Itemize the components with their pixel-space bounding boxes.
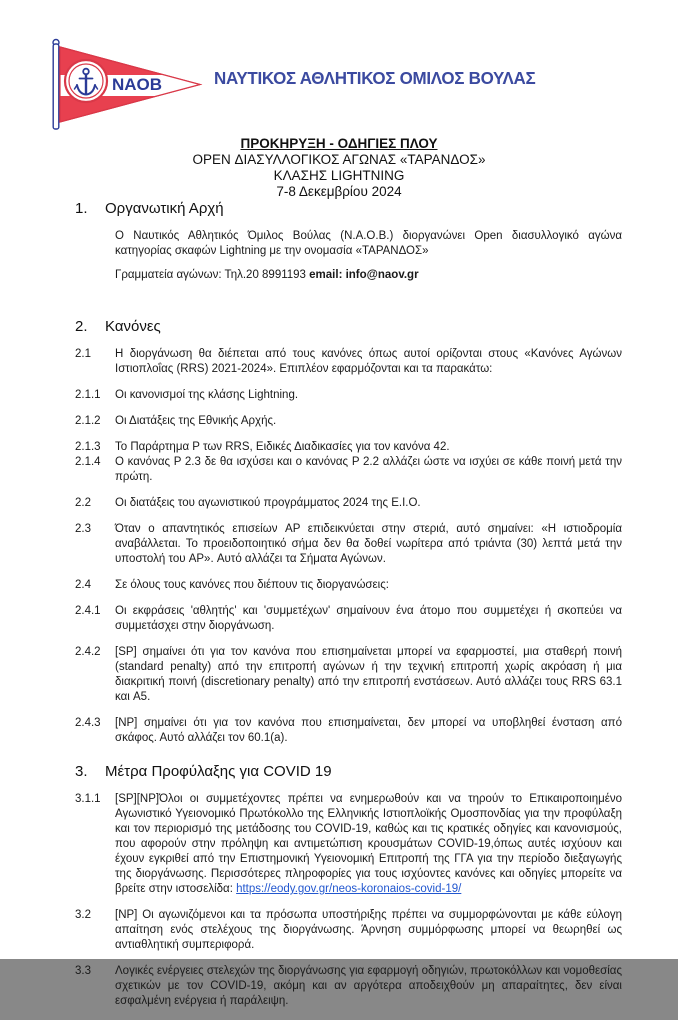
clause-text: [115, 792, 622, 897]
section-number: 3.: [75, 763, 88, 780]
clause-text: Το Παράρτημα P των RRS, Ειδικές Διαδικασίες για τον κανόνα 42.: [115, 441, 450, 453]
club-logo-pennant-icon: [48, 38, 208, 133]
clause-number: 3.3: [75, 965, 91, 977]
clause-number: 2.4.2: [75, 646, 101, 658]
clause-number: 2.1.3: [75, 441, 101, 453]
clause-2-4-3: [0, 716, 678, 746]
clause-2-2: [0, 496, 678, 511]
clause-text: Οι κανονισμοί της κλάσης Lightning.: [115, 389, 299, 401]
clause-2-1-3: [0, 440, 678, 455]
section-1-heading: [0, 200, 678, 218]
clause-text: Σε όλους τους κανόνες που διέπουν τις διοργανώσεις:: [115, 579, 389, 591]
class-name: ΚΛΑΣΗΣ LIGHTNING: [273, 168, 405, 183]
clause-text: Όταν ο απαντητικός επισείων AP επιδεικνύεται στην στεριά, αυτό σημαίνει: «Η ιστιοδρομία αναβάλλεται. Το προειδοποιητικό σήμα δεν θα δοθεί νωρίτερα από τριάντα (30) λεπτά μετά την υποστολή του AP». Αυτό αλλάζει τα Σήματα Αγώνων.: [115, 523, 622, 565]
clause-text: Οι εκφράσεις 'αθλητής' και 'συμμετέχων' σημαίνουν ένα άτομο που συμμετέχει ή σκοπεύει να συμμετάσχει στην διοργάνωση.: [115, 605, 622, 632]
clause-text: Λογικές ενέργειες στελεχών της διοργάνωσης για εφαρμογή οδηγιών, πρωτοκόλλων και νομοθεσίας σχετικών με τον COVID-19, ακόμη και αν αργότερα αποδειχθούν μη απαραίτητες, δεν είναι εσφαλμένη ενέργεια ή παράλειψη.: [115, 965, 622, 1007]
clause-2-1-4: [0, 455, 678, 485]
club-header: [0, 0, 678, 132]
clause-number: 2.4.1: [75, 605, 101, 617]
clause-number: 3.1.1: [75, 793, 101, 805]
clause-number: 2.2: [75, 497, 91, 509]
clause-number: 2.1: [75, 348, 91, 360]
clause-number: 2.3: [75, 523, 91, 535]
contact-text: Γραμματεία αγώνων: Τηλ.20 8991193: [115, 269, 310, 281]
section-title: Κανόνες: [105, 318, 161, 335]
clause-text: Οι Διατάξεις της Εθνικής Αρχής.: [115, 415, 277, 427]
covid-info-link[interactable]: https://eody.gov.gr/neos-koronaios-covid-19/: [236, 883, 462, 895]
event-date: 7-8 Δεκεμβρίου 2024: [276, 184, 402, 199]
clause-2-4-2: [0, 645, 678, 705]
clause-2-3: [0, 522, 678, 567]
title-block: [0, 136, 678, 200]
section-1-paragraph: Ο Ναυτικός Αθλητικός Όμιλος Βούλας (Ν.Α.Ο.Β.) διοργανώνει Open διασυλλογικό αγώνα κατηγορίας σκαφών Lightning με την ονομασία «ΤΑΡΑΝΔΟΣ»: [115, 230, 622, 257]
clause-number: 2.1.4: [75, 456, 101, 468]
document-body: [0, 200, 678, 1020]
clause-3-3: [0, 964, 678, 1009]
section-number: 2.: [75, 318, 88, 335]
clause-2-1: [0, 347, 678, 377]
clause-2-1-1: [0, 388, 678, 403]
section-number: 1.: [75, 200, 88, 217]
document-title: ΠΡΟΚΗΡΥΞΗ - ΟΔΗΓΙΕΣ ΠΛΟΥ: [240, 136, 438, 151]
clause-text: [SP] σημαίνει ότι για τον κανόνα που επισημαίνεται μπορεί να εφαρμοστεί, μια σταθερή ποινή (standard penalty) από την επιτροπή αγώνων ή την τεχνική επιτροπή χωρίς ακρόαση ή μια διακριτική ποινή (discretionary penalty) από την επιτροπή ενστάσεων. Αυτό αλλάζει τους RRS 63.1 και A5.: [115, 646, 622, 703]
logo-abbr-text: NAOB: [112, 75, 163, 94]
clause-number: 2.1.2: [75, 415, 101, 427]
clause-number: 2.4.3: [75, 717, 101, 729]
contact-email-text: email: info@naov.gr: [309, 269, 419, 281]
club-name-title: ΝΑΥΤΙΚΟΣ ΑΘΛΗΤΙΚΟΣ ΟΜΙΛΟΣ ΒΟΥΛΑΣ: [214, 68, 536, 88]
clause-number: 3.2: [75, 909, 91, 921]
clause-text: Οι διατάξεις του αγωνιστικού προγράμματος 2024 της Ε.Ι.Ο.: [115, 497, 421, 509]
clause-text: [NP] Οι αγωνιζόμενοι και τα πρόσωπα υποστήριξης πρέπει να συμμορφώνονται με κάθε εύλογη απαίτηση ενός στελέχους της διοργάνωσης. Άρνηση συμμόρφωσης μπορεί να θεωρηθεί ως αντιαθλητική συμπεριφορά.: [115, 909, 622, 951]
clause-3-2: [0, 908, 678, 953]
clause-2-4-1: [0, 604, 678, 634]
clause-number: 2.1.1: [75, 389, 101, 401]
secretariat-contact-line: [0, 268, 678, 283]
section-2-heading: [0, 318, 678, 336]
clause-3-1-1: [0, 792, 678, 897]
event-name: OPEN ΔΙΑΣΥΛΛΟΓΙΚΟΣ ΑΓΩΝΑΣ «ΤΑΡΑΝΔΟΣ»: [192, 152, 486, 167]
clause-text: Η διοργάνωση θα διέπεται από τους κανόνες όπως αυτοί ορίζονται στους «Κανόνες Αγώνων Ιστιοπλοΐας (RRS) 2021-2024». Επιπλέον εφαρμόζονται και τα παρακάτω:: [115, 348, 622, 375]
section-title: Οργανωτική Αρχή: [105, 200, 224, 217]
section-3-heading: [0, 763, 678, 781]
section-title: Μέτρα Προφύλαξης για COVID 19: [105, 763, 332, 780]
clause-number: 2.4: [75, 579, 91, 591]
clause-2-4: [0, 578, 678, 593]
clause-2-1-2: [0, 414, 678, 429]
clause-text-before-link: [SP][NP]Όλοι οι συμμετέχοντες πρέπει να ενημερωθούν και να τηρούν το Επικαιροποιημένο Αγωνιστικό Υγειονομικό Πρωτόκολλο της Ελληνικής Ιστιοπλοϊκής Ομοσπονδίας για την προφύλαξη και τον περιορισμό της μετάδοσης του COVID-19, καθώς και τις κρατικές οδηγίες και κανονισμούς, που αφορούν στην πρόληψη και αντιμετώπιση κρουσμάτων COVID-19,όπως αυτές ισχύουν και έχουν εγκριθεί από την Επιστημονική Υγειονομική Επιτροπή της ΓΓΑ για την περίοδο διεξαγωγής της διοργάνωσης. Περισσότερες πληροφορίες για τους ισχύοντες κανόνες και οδηγίες μπορείτε να βρείτε στην ιστοσελίδα:: [115, 793, 622, 895]
clause-text: [NP] σημαίνει ότι για τον κανόνα που επισημαίνεται, δεν μπορεί να υποβληθεί ένσταση από σκάφος. Αυτό αλλάζει τον 60.1(a).: [115, 717, 622, 744]
clause-text: Ο κανόνας P 2.3 δε θα ισχύσει και ο κανόνας P 2.2 αλλάζει ώστε να ισχύει σε κάθε ποινή μετά την πρώτη.: [115, 456, 622, 483]
